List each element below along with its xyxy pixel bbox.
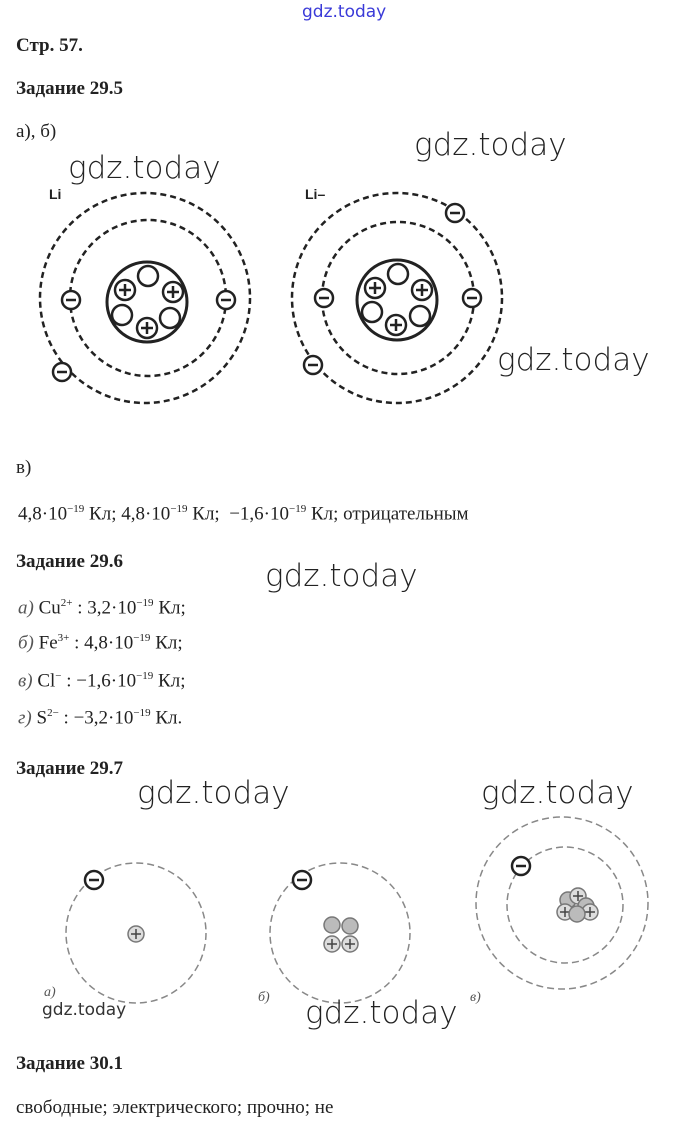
watermark: gdz.today xyxy=(305,995,458,1031)
task-29-6-item: г) $S^{2-}$ : $-3,2\cdot 10^{-19}$ Кл. xyxy=(18,707,183,729)
part-v-label: в) xyxy=(16,457,32,478)
atom-lithium-ion xyxy=(476,817,648,989)
task-30-1-title: Задание 30.1 xyxy=(16,1053,123,1074)
watermark: gdz.today xyxy=(302,2,387,22)
watermark: gdz.today xyxy=(137,775,290,811)
atom-hydrogen xyxy=(66,863,206,1003)
atom-li-ion-label: Li– xyxy=(305,186,326,202)
page-header: Стр. 57. xyxy=(16,35,83,56)
task-29-6-item: б) $Fe^{3+}$ : $4,8\cdot 10^{-19}$ Кл; xyxy=(18,632,183,654)
task-29-6-item: а) $Cu^{2+}$ : $3,2\cdot 10^{-19}$ Кл; xyxy=(18,597,186,619)
atom-li-ion xyxy=(292,193,502,403)
diagram-label-b: б) xyxy=(258,990,270,1005)
watermark: gdz.today xyxy=(414,127,567,163)
part-ab-label: а), б) xyxy=(16,121,57,142)
watermark: gdz.today xyxy=(497,342,650,378)
task-29-7-title: Задание 29.7 xyxy=(16,758,123,779)
task-30-1-answer: свободные; электрического; прочно; не xyxy=(16,1097,334,1118)
atom-helium-ion xyxy=(270,863,410,1003)
watermark: gdz.today xyxy=(481,775,634,811)
task-29-5-title: Задание 29.5 xyxy=(16,78,123,99)
task-29-6-title: Задание 29.6 xyxy=(16,551,123,572)
watermark: gdz.today xyxy=(265,558,418,594)
task-29-5-answer: $4,8\cdot 10^{-19}$ Кл; $4,8\cdot 10^{-19}$ Кл; $-1,6\cdot 10^{-19}$ Кл; отрицательным xyxy=(18,503,469,525)
diagram-label-a: а) xyxy=(44,985,56,1000)
watermark: gdz.today xyxy=(68,150,221,186)
atom-li-label: Li xyxy=(49,186,62,202)
atom-li xyxy=(40,193,250,403)
task-29-6-item: в) Cl− : $-1,6\cdot 10^{-19}$ Кл; xyxy=(18,670,186,692)
watermark: gdz.today xyxy=(42,1000,127,1020)
diagram-label-v: в) xyxy=(470,990,481,1005)
